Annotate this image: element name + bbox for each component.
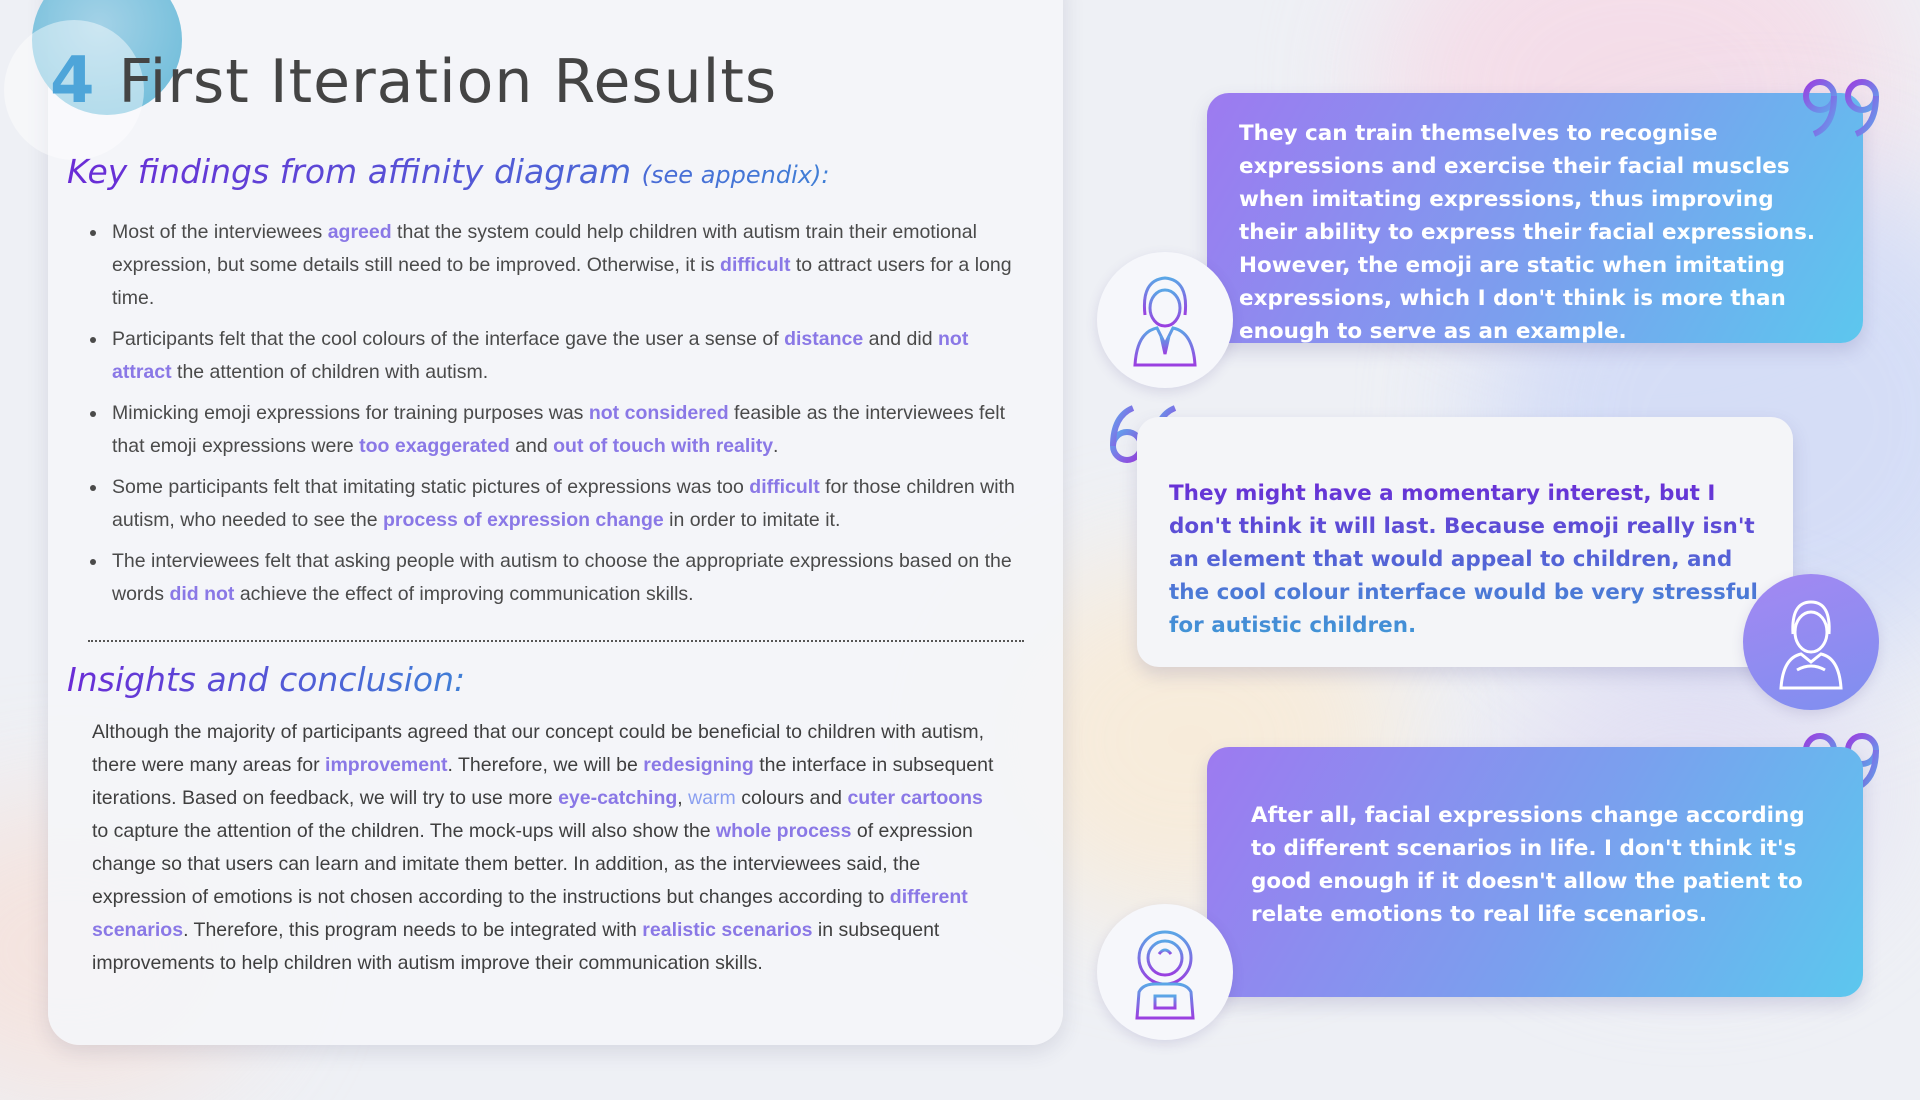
highlighted-text: difficult [749, 476, 820, 498]
finding-item [108, 216, 1028, 315]
text-segment: that the system could help children with autism train their emotional expression, but some details still need to be improved. Otherwise, it is [112, 221, 977, 276]
text-segment: and [509, 435, 554, 457]
finding-item [108, 323, 1028, 389]
page-title: First Iteration Results [118, 47, 778, 117]
quote-text: After all, facial expressions change according to different scenarios in life. I don't think it's good enough if it doesn't allow the patient to relate emotions to real life scenarios. [1251, 803, 1805, 927]
text-segment: . Therefore, we will be [447, 754, 644, 776]
text-segment: . [773, 435, 779, 457]
highlighted-text: process of expression change [383, 509, 664, 531]
text-segment: for those children with autism, who needed to see the [112, 476, 1015, 531]
highlighted-text: improvement [325, 754, 448, 776]
highlighted-text: warm [688, 787, 736, 809]
highlighted-text: eye-catching [558, 787, 678, 809]
findings-heading-text: Key findings from affinity diagram [67, 152, 632, 191]
text-segment: the interface in subsequent iterations. Based on feedback, we will try to use more [92, 754, 994, 809]
quote-text: They can train themselves to recognise expressions and exercise their facial muscles when imitating expressions, thus improving their ability to express their facial expressions. However, the emoji are static when imitating expressions, which I don't think is more than enough to serve as an example. [1239, 121, 1816, 344]
text-segment: Some participants felt that imitating static pictures of expressions was too [112, 476, 750, 498]
woman-teacher-icon [1097, 252, 1233, 388]
astronaut-icon [1097, 904, 1233, 1040]
page-header [50, 44, 777, 118]
highlighted-text: not attract [112, 328, 969, 383]
highlighted-text: too exaggerated [359, 435, 510, 457]
man-avatar-icon [1743, 574, 1879, 710]
text-segment: Most of the interviewees [112, 221, 328, 243]
highlighted-text: cuter cartoons [847, 787, 983, 809]
findings-heading-note: (see appendix): [641, 161, 830, 189]
text-segment: of expression change so that users can learn and imitate them better. In addition, as the interviewees said, the expression of emotions is not chosen according to the instructions but changes according to [92, 820, 973, 908]
highlighted-text: redesigning [643, 754, 754, 776]
finding-item [108, 471, 1028, 537]
highlighted-text: realistic scenarios [642, 919, 813, 941]
text-segment: the attention of children with autism. [171, 361, 489, 383]
highlighted-text: distance [784, 328, 864, 350]
text-segment: achieve the effect of improving communication skills. [234, 583, 694, 605]
text-segment: Although the majority of participants agreed that our concept could be beneficial to children with autism, there were many areas for [92, 721, 985, 776]
text-segment: . Therefore, this program needs to be integrated with [183, 919, 643, 941]
text-segment: to attract users for a long time. [112, 254, 1012, 309]
text-segment: in subsequent improvements to help children with autism improve their communication skills. [92, 919, 940, 974]
highlighted-text: different scenarios [92, 886, 968, 941]
text-segment: Mimicking emoji expressions for training purposes was [112, 402, 589, 424]
finding-item [108, 397, 1028, 463]
findings-heading [67, 152, 829, 191]
text-segment: to capture the attention of the children. The mock-ups will also show the [92, 820, 716, 842]
highlighted-text: difficult [720, 254, 791, 276]
highlighted-text: agreed [327, 221, 392, 243]
text-segment: in order to imitate it. [663, 509, 841, 531]
highlighted-text: did not [169, 583, 235, 605]
highlighted-text: out of touch with reality [553, 435, 774, 457]
closing-quote-icon [1800, 74, 1890, 144]
divider [88, 640, 1024, 642]
quote-card [1137, 417, 1793, 667]
text-segment: The interviewees felt that asking people with autism to choose the appropriate expressions based on the words [112, 550, 1012, 605]
findings-list [80, 216, 1028, 619]
text-segment: , [677, 787, 689, 809]
text-segment: and did [863, 328, 938, 350]
conclusion-paragraph [92, 716, 1002, 980]
quote-card [1207, 93, 1863, 343]
finding-item [108, 545, 1028, 611]
highlighted-text: not considered [588, 402, 729, 424]
conclusion-heading: Insights and conclusion: [67, 660, 466, 699]
text-segment: Participants felt that the cool colours of the interface gave the user a sense of [112, 328, 785, 350]
text-segment: colours and [735, 787, 848, 809]
quote-text: They might have a momentary interest, but I don't think it will last. Because emoji really isn't an element that would appeal to children, and the cool colour interface would be very stressful for autistic children. [1169, 477, 1759, 642]
quote-card [1207, 747, 1863, 997]
section-number: 4 [50, 44, 95, 118]
text-segment: feasible as the interviewees felt that emoji expressions were [112, 402, 1006, 457]
highlighted-text: whole process [715, 820, 852, 842]
